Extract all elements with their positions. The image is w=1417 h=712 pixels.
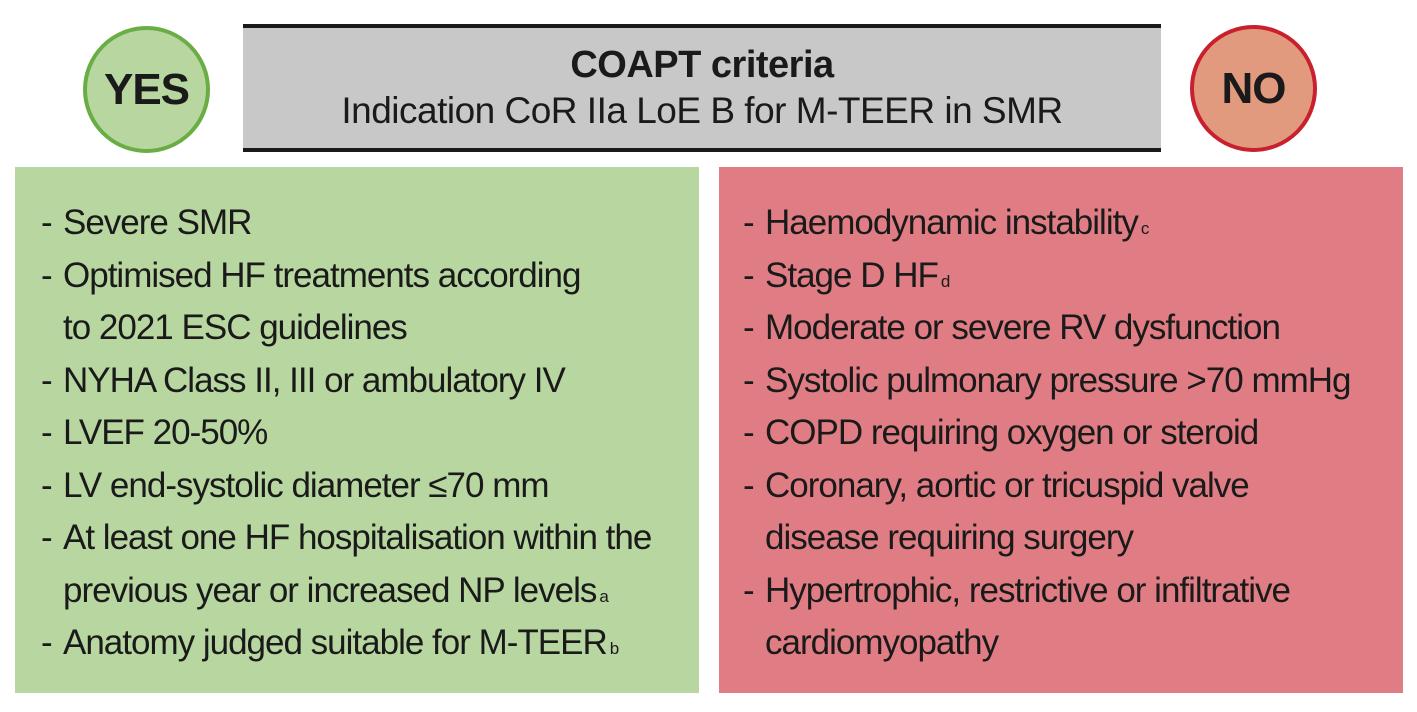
bullet-dash: - (743, 308, 754, 347)
no-badge (1190, 25, 1317, 152)
list-item-line (63, 407, 699, 460)
bullet-dash: - (743, 465, 754, 505)
list-item-text: Optimised HF treatments according (63, 255, 581, 295)
footnote-marker: d (940, 271, 950, 291)
list-item-text: to 2021 ESC guidelines (63, 308, 407, 347)
list-item-text: Coronary, aortic or tricuspid valve (765, 465, 1249, 505)
list-item (41, 407, 699, 460)
list-item (743, 250, 1403, 303)
no-badge-label: NO (1221, 63, 1286, 113)
list-item-line (63, 250, 699, 303)
list-item-line (63, 617, 699, 670)
bullet-dash: - (41, 360, 52, 400)
list-item (743, 565, 1403, 670)
bullet-dash: - (41, 465, 52, 505)
list-item (743, 407, 1403, 460)
list-item (743, 302, 1403, 355)
exclusion-criteria-panel (719, 167, 1403, 693)
footnote-marker: b (609, 639, 619, 658)
list-item-text: COPD requiring oxygen or steroid (765, 413, 1259, 452)
criteria-header (243, 24, 1161, 152)
list-item (41, 512, 699, 617)
list-item-text: LV end-systolic diameter ≤70 mm (63, 465, 549, 505)
footnote-marker: a (599, 586, 608, 606)
list-item-line (63, 512, 699, 565)
list-item-text: Systolic pulmonary pressure >70 mmHg (765, 360, 1351, 400)
list-item-line (63, 355, 699, 408)
yes-badge (83, 26, 210, 153)
list-item-line (765, 250, 1403, 303)
list-item (743, 460, 1403, 565)
list-item-line (765, 460, 1403, 513)
bullet-dash: - (743, 203, 754, 242)
header-subtitle: Indication CoR IIa LoE B for M-TEER in SMR (341, 90, 1063, 131)
list-item-text: Anatomy judged suitable for M-TEER (63, 623, 607, 662)
list-item-line (63, 197, 699, 250)
list-item-text: previous year or increased NP levels (63, 570, 597, 610)
list-item-text: NYHA Class II, III or ambulatory IV (63, 360, 565, 400)
bullet-dash: - (743, 255, 754, 295)
list-item (41, 617, 699, 670)
list-item-text: Moderate or severe RV dysfunction (765, 308, 1280, 347)
list-item-text: Hypertrophic, restrictive or infiltrative (765, 570, 1290, 610)
list-item-line (765, 565, 1403, 618)
bullet-dash: - (41, 518, 52, 557)
footnote-marker: c (1140, 219, 1149, 238)
inclusion-criteria-list (41, 197, 699, 670)
list-item-line (765, 407, 1403, 460)
header-title: COAPT criteria (570, 44, 834, 86)
exclusion-criteria-list (743, 197, 1403, 670)
list-item (41, 355, 699, 408)
list-item-line (63, 460, 699, 513)
list-item-line (765, 355, 1403, 408)
list-item-text: At least one HF hospitalisation within the (63, 518, 652, 557)
list-item-line (765, 617, 1403, 670)
list-item-text: Stage D HF (765, 255, 938, 295)
list-item (41, 460, 699, 513)
bullet-dash: - (41, 203, 52, 242)
list-item-text: cardiomyopathy (765, 623, 999, 662)
inclusion-criteria-panel (15, 167, 699, 693)
bullet-dash: - (743, 570, 754, 610)
list-item-text: disease requiring surgery (765, 518, 1133, 557)
bullet-dash: - (743, 413, 754, 452)
list-item (743, 197, 1403, 250)
bullet-dash: - (743, 360, 754, 400)
list-item-line (765, 197, 1403, 250)
bullet-dash: - (41, 255, 52, 295)
list-item-line (63, 302, 699, 355)
list-item (41, 250, 699, 355)
list-item-line (765, 512, 1403, 565)
list-item-text: Severe SMR (63, 203, 252, 242)
list-item (41, 197, 699, 250)
list-item-text: Haemodynamic instability (765, 203, 1138, 242)
yes-badge-label: YES (103, 64, 190, 114)
bullet-dash: - (41, 413, 52, 452)
bullet-dash: - (41, 623, 52, 662)
list-item (743, 355, 1403, 408)
list-item-line (765, 302, 1403, 355)
list-item-text: LVEF 20-50% (63, 413, 268, 452)
list-item-line (63, 565, 699, 618)
